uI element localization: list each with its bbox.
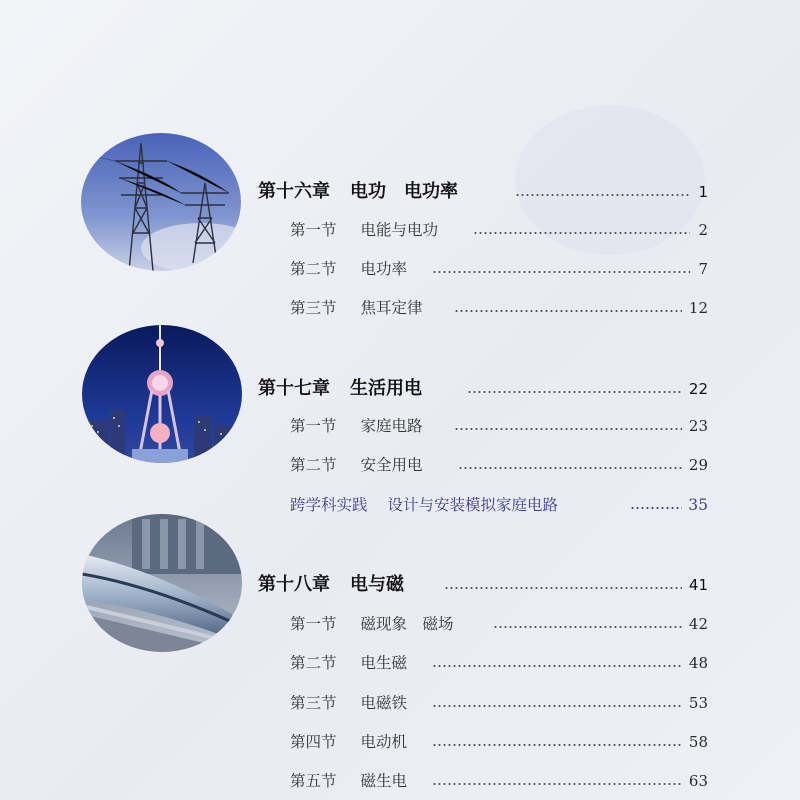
leader-dots [432,688,682,718]
section-number: 第一节 [290,615,337,633]
section-number: 第五节 [290,772,337,790]
page-number: 53 [688,694,708,712]
section-16-3-entry[interactable] [0,293,800,323]
page-number: 22 [688,380,708,398]
page-number: 29 [688,456,708,474]
section-title: 磁生电 [360,772,408,790]
page-number: 12 [688,299,708,317]
page-number: 1 [698,183,708,201]
section-18-3-entry[interactable] [0,688,800,718]
leader-dots [432,727,682,757]
page-number: 41 [688,576,708,594]
section-16-2-entry[interactable] [0,254,800,284]
leader-dots [467,374,682,404]
leader-dots [493,609,682,639]
section-title: 焦耳定律 [360,299,423,317]
leader-dots [454,293,682,323]
chapter-number: 第十七章 [258,378,330,399]
section-number: 第三节 [290,694,337,712]
chapter-number: 第十八章 [258,574,330,595]
chapter-17-entry[interactable] [0,374,800,404]
section-title: 家庭电路 [360,417,423,435]
leader-dots [432,648,682,678]
section-16-1-entry[interactable] [0,215,800,245]
chapter-18-entry[interactable] [0,570,800,600]
practice-title: 设计与安装模拟家庭电路 [387,496,559,514]
chapter-16-entry[interactable] [0,177,800,207]
leader-dots [432,254,690,284]
section-17-2-entry[interactable] [0,450,800,480]
section-title: 电生磁 [360,654,408,672]
section-18-5-entry[interactable] [0,766,800,796]
page-number: 58 [688,733,708,751]
section-number: 第二节 [290,654,337,672]
section-title: 磁现象 磁场 [360,615,454,633]
chapter-title: 电功 电功率 [350,181,458,202]
section-18-1-entry[interactable] [0,609,800,639]
section-number: 第一节 [290,221,337,239]
leader-dots [444,570,682,600]
leader-dots [473,215,690,245]
section-title: 电能与电功 [360,221,439,239]
chapter-title: 电与磁 [350,574,404,595]
page-number: 2 [698,221,708,239]
leader-dots [630,490,682,520]
leader-dots [515,177,690,207]
section-title: 安全用电 [360,456,423,474]
page-number: 23 [688,417,708,435]
section-number: 第一节 [290,417,337,435]
section-title: 电功率 [360,260,408,278]
practice-17-entry[interactable] [0,490,800,520]
section-number: 第二节 [290,456,337,474]
leader-dots [454,411,682,441]
section-18-4-entry[interactable] [0,727,800,757]
practice-label: 跨学科实践 [290,496,368,514]
chapter-number: 第十六章 [258,181,330,202]
leader-dots [458,450,682,480]
page-number: 48 [688,654,708,672]
page-number: 35 [688,496,708,514]
section-number: 第四节 [290,733,337,751]
section-title: 电磁铁 [360,694,408,712]
section-number: 第三节 [290,299,337,317]
section-title: 电动机 [360,733,408,751]
section-18-2-entry[interactable] [0,648,800,678]
leader-dots [432,766,682,796]
page-number: 63 [688,772,708,790]
page-number: 42 [688,615,708,633]
section-number: 第二节 [290,260,337,278]
section-17-1-entry[interactable] [0,411,800,441]
chapter-title: 生活用电 [350,378,422,399]
page-number: 7 [698,260,708,278]
